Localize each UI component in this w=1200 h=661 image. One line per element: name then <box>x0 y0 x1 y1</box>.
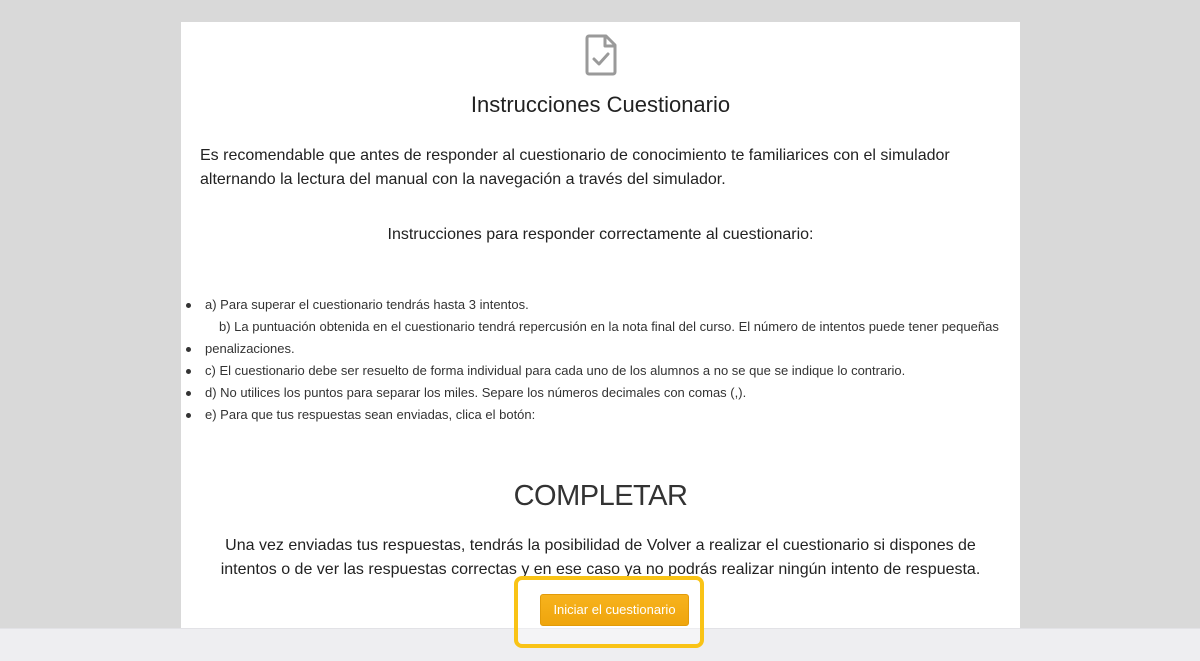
intro-text <box>200 144 1000 192</box>
instructions-panel <box>181 22 1020 628</box>
document-check-icon <box>584 34 618 76</box>
complete-note-line: Una vez enviadas tus respuestas, tendrás la posibilidad de Volver a realizar el cuestionario si dispones de <box>225 537 976 554</box>
list-item: a) Para superar el cuestionario tendrás hasta 3 intentos. <box>205 294 1025 316</box>
start-quiz-button[interactable]: Iniciar el cuestionario <box>540 594 689 626</box>
list-item: d) No utilices los puntos para separar los miles. Separe los números decimales con comas (,). <box>205 382 1025 404</box>
intro-line: Es recomendable que antes de responder al cuestionario de conocimiento te familiarices con el simulador <box>200 147 950 164</box>
page-title: Instrucciones Cuestionario <box>470 92 731 117</box>
list-item: penalizaciones. <box>205 338 1025 360</box>
complete-note-line: intentos o de ver las respuestas correctas y en ese caso ya no podrás realizar ningún intento de respuesta. <box>220 561 981 578</box>
instructions-list <box>205 294 1025 426</box>
list-item: c) El cuestionario debe ser resuelto de forma individual para cada uno de los alumnos a no se que se indique lo contrario. <box>205 360 1025 382</box>
intro-line: alternando la lectura del manual con la navegación a través del simulador. <box>200 171 726 188</box>
complete-heading: COMPLETAR <box>513 480 688 512</box>
list-item: e) Para que tus respuestas sean enviadas, clica el botón: <box>205 404 1025 426</box>
complete-note <box>191 534 1010 582</box>
instructions-heading: Instrucciones para responder correctamente al cuestionario: <box>387 226 814 243</box>
list-item: b) La puntuación obtenida en el cuestionario tendrá repercusión en la nota final del curso. El número de intentos puede tener pequeñas <box>219 319 999 334</box>
